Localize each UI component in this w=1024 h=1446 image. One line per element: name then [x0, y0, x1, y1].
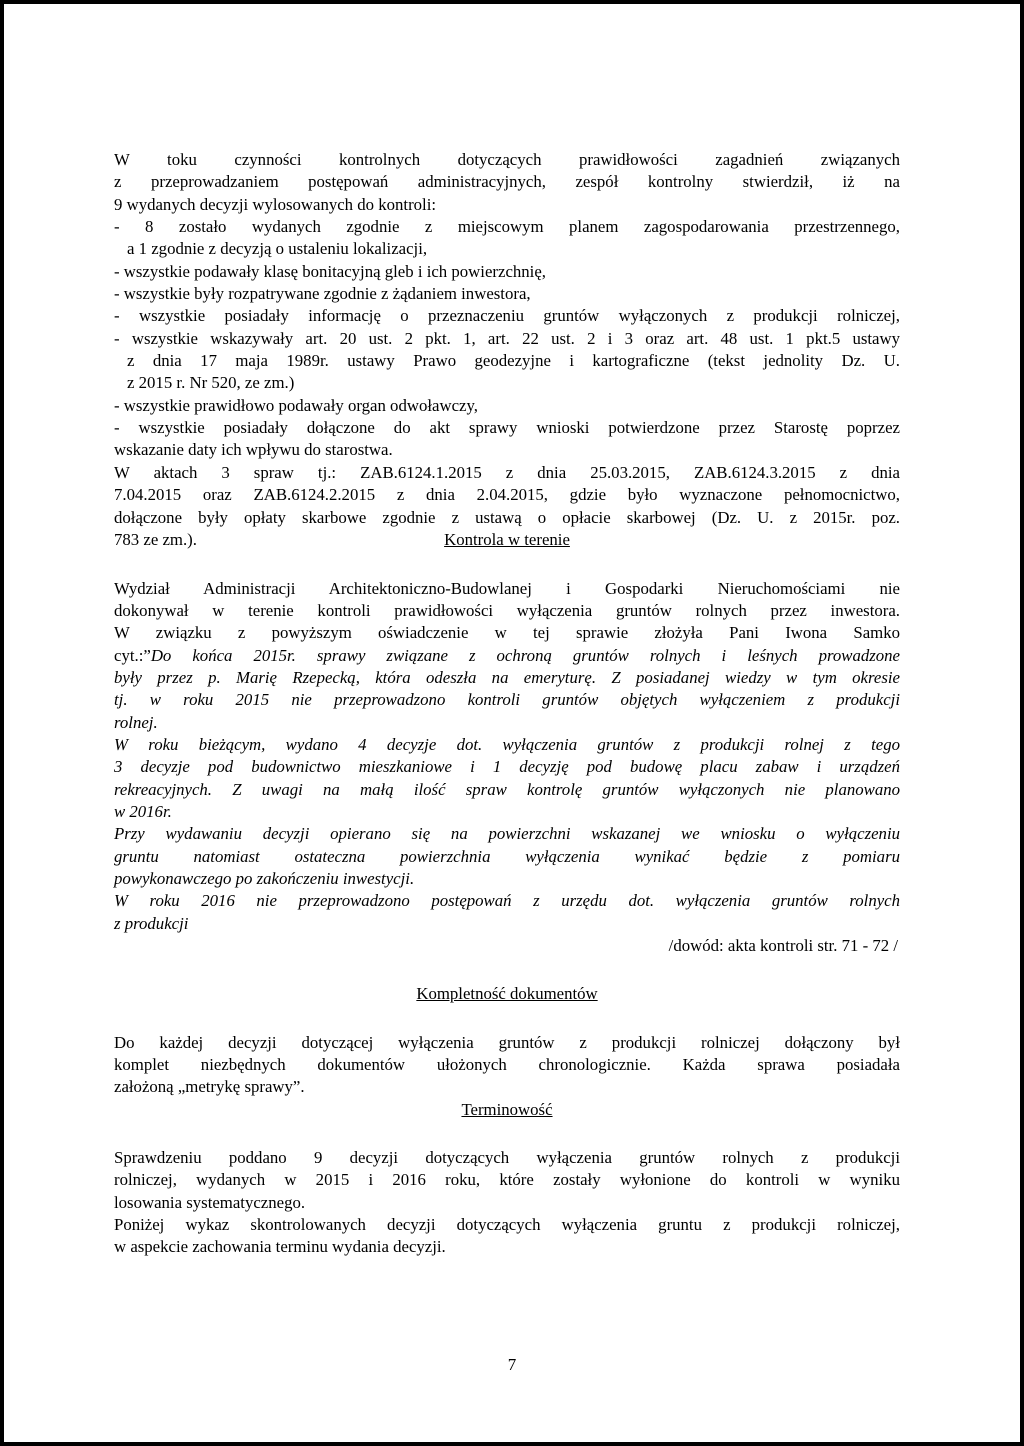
terminowosc-paragraph	[114, 1147, 900, 1259]
kontrola-paragraph	[114, 578, 900, 958]
quote-line: Przy wydawaniu decyzji opierano się na powierzchni wskazanej we wniosku o wyłączeniu	[114, 824, 900, 844]
text-line: W związku z powyższym oświadczenie w tej sprawie złożyła Pani Iwona Samko	[114, 623, 900, 643]
findings-list	[114, 216, 900, 462]
text-line: 9 wydanych decyzji wylosowanych do kontroli:	[114, 194, 437, 214]
section-heading-terminowosc: Terminowość	[461, 1099, 553, 1119]
document-sheet	[4, 4, 1020, 1442]
quote-text: Do końca 2015r. sprawy związane z ochroną gruntów rolnych i leśnych prowadzone	[150, 645, 900, 665]
text-line: dołączone były opłaty skarbowe zgodnie z ustawą o opłacie skarbowej (Dz. U. z 2015r. poz.	[114, 507, 900, 527]
evidence-reference: /dowód: akta kontroli str. 71 - 72 /	[668, 936, 898, 956]
list-item-continuation: z dnia 17 maja 1989r. ustawy Prawo geodezyjne i kartograficzne (tekst jednolity Dz. U.	[127, 351, 900, 371]
quote-line: powykonawczego po zakończeniu inwestycji.	[114, 869, 415, 888]
list-item: - wszystkie były rozpatrywane zgodnie z żądaniem inwestora,	[114, 284, 531, 304]
list-item-continuation: a 1 zgodnie z decyzją o ustaleniu lokalizacji,	[127, 239, 428, 259]
quote-line	[114, 645, 900, 667]
text-line: założoną „metrykę sprawy”.	[114, 1077, 305, 1097]
section-heading-kontrola: Kontrola w terenie	[444, 530, 570, 550]
text-line: Do każdej decyzji dotyczącej wyłączenia gruntów z produkcji rolniczej dołączony był	[114, 1032, 900, 1052]
text-line: Sprawdzeniu poddano 9 decyzji dotyczących wyłączenia gruntów rolnych z produkcji	[114, 1148, 900, 1168]
list-item: - wszystkie posiadały informację o przeznaczeniu gruntów wyłączonych z produkcji rolniczej,	[114, 306, 900, 326]
kompletnosc-paragraph	[114, 1032, 900, 1099]
quote-line: gruntu natomiast ostateczna powierzchnia wyłączenia wynikać będzie z pomiaru	[114, 846, 900, 866]
quote-line: W roku bieżącym, wydano 4 decyzje dot. wyłączenia gruntów z produkcji rolnej z tego	[114, 734, 900, 754]
section-heading-kompletnosc: Kompletność dokumentów	[416, 984, 598, 1004]
list-item: - wszystkie podawały klasę bonitacyjną gleb i ich powierzchnię,	[114, 261, 546, 281]
quote-line: rekreacyjnych. Z uwagi na małą ilość spraw kontrolę gruntów wyłączonych nie planowano	[114, 779, 900, 799]
quote-line: rolnej.	[114, 712, 158, 732]
text-line: Poniżej wykaz skontrolowanych decyzji dotyczących wyłączenia gruntu z produkcji rolniczej,	[114, 1215, 900, 1235]
list-item: - wszystkie wskazywały art. 20 ust. 2 pkt. 1, art. 22 ust. 2 i 3 oraz art. 48 ust. 1 pkt.5 ustawy	[114, 328, 900, 348]
text-line: dokonywał w terenie kontroli prawidłowości wyłączenia gruntów rolnych przez inwestora.	[114, 600, 900, 620]
page-number: 7	[507, 1355, 517, 1374]
quote-line: tj. w roku 2015 nie przeprowadzono kontroli gruntów objętych wyłączeniem z produkcji	[114, 690, 900, 710]
text-line: z przeprowadzaniem postępowań administracyjnych, zespół kontrolny stwierdził, iż na	[114, 172, 900, 192]
quote-line: 3 decyzje pod budownictwo mieszkaniowe i 1 decyzję pod budowę placu zabaw i urządzeń	[114, 757, 900, 777]
text-line: losowania systematycznego.	[114, 1192, 306, 1212]
quote-prefix: cyt.:”	[114, 645, 151, 665]
list-item: - 8 zostało wydanych zgodnie z miejscowym planem zagospodarowania przestrzennego,	[114, 217, 900, 237]
intro-paragraph	[114, 149, 900, 216]
quote-line: W roku 2016 nie przeprowadzono postępowań z urzędu dot. wyłączenia gruntów rolnych	[114, 891, 900, 911]
text-line: rolniczej, wydanych w 2015 i 2016 roku, które zostały wyłonione do kontroli w wyniku	[114, 1170, 900, 1190]
text-line: Wydział Administracji Architektoniczno-Budowlanej i Gospodarki Nieruchomościami nie	[114, 578, 900, 598]
text-line: 783 ze zm.).	[114, 529, 197, 549]
text-line: W toku czynności kontrolnych dotyczących prawidłowości zagadnień związanych	[114, 150, 900, 169]
text-line: komplet niezbędnych dokumentów ułożonych chronologicznie. Każda sprawa posiadała	[114, 1055, 900, 1075]
list-item-continuation: z 2015 r. Nr 520, ze zm.)	[127, 373, 295, 393]
list-item: - wszystkie posiadały dołączone do akt sprawy wnioski potwierdzone przez Starostę poprzez	[114, 418, 900, 438]
quote-line: w 2016r.	[114, 801, 172, 821]
text-line: W aktach 3 spraw tj.: ZAB.6124.1.2015 z dnia 25.03.2015, ZAB.6124.3.2015 z dnia	[114, 462, 900, 482]
quote-line: z produkcji	[114, 913, 189, 933]
text-line: w aspekcie zachowania terminu wydania decyzji.	[114, 1237, 446, 1257]
text-line: 7.04.2015 oraz ZAB.6124.2.2015 z dnia 2.04.2015, gdzie było wyznaczone pełnomocnictwo,	[114, 485, 900, 505]
document-body	[114, 149, 900, 1259]
list-item: - wszystkie prawidłowo podawały organ odwoławczy,	[114, 395, 478, 415]
list-item-continuation: wskazanie daty ich wpływu do starostwa.	[114, 440, 393, 460]
quote-line: były przez p. Marię Rzepecką, która odeszła na emeryturę. Z posiadanej wiedzy w tym okresie	[114, 667, 900, 687]
